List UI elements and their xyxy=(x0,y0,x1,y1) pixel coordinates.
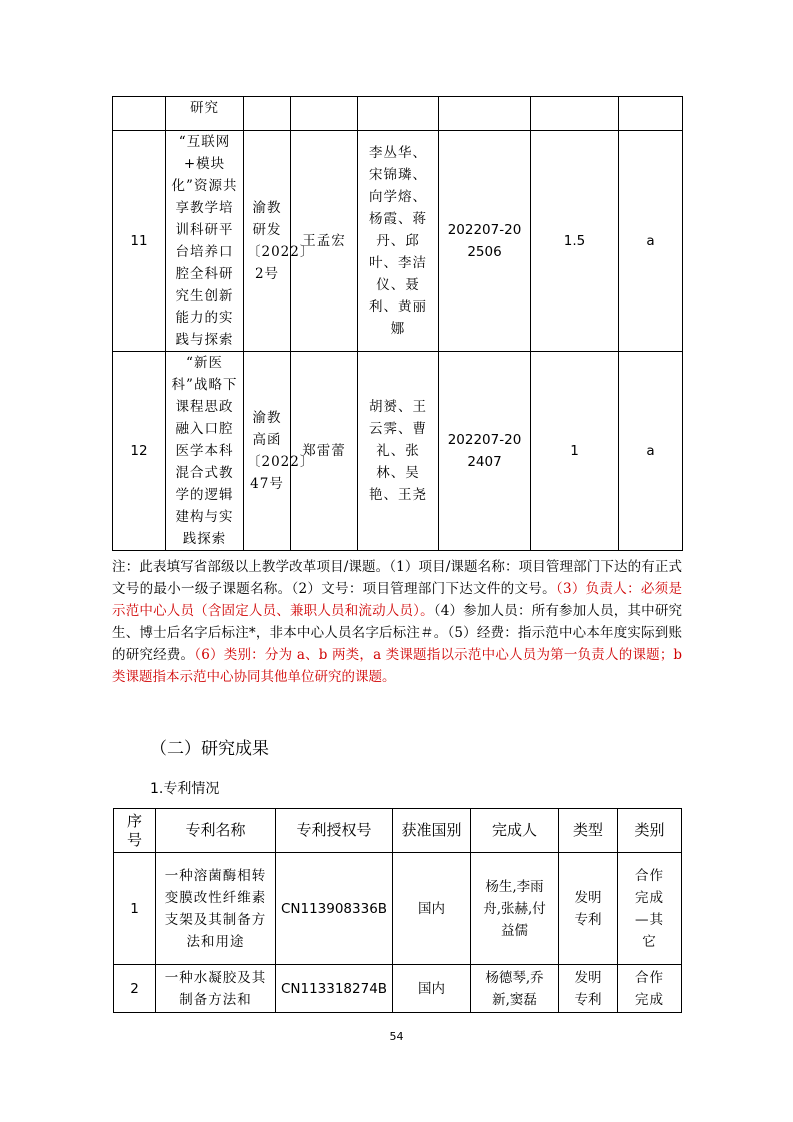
patent-name: 一种水凝胶及其制备方法和 xyxy=(156,965,276,1013)
column-header: 类型 xyxy=(559,809,618,853)
patent-no: 1 xyxy=(114,853,156,965)
teaching-reform-projects-table xyxy=(112,96,683,551)
project-leader: 郑雷蕾 xyxy=(291,352,358,551)
project-category: a xyxy=(619,352,683,551)
patent-type: 发明专利 xyxy=(559,853,618,965)
note-text: 注：此表填写省部级以上教学改革项目/课题。（1）项目/课题名称：项目管理部门下达的有正式文号的最小一级子课题名称。（2）文号：项目管理部门下达文件的文号。 xyxy=(112,559,682,597)
patent-country: 国内 xyxy=(393,965,471,1013)
patent-number: CN113318274B xyxy=(276,965,393,1013)
table-row xyxy=(114,853,682,965)
project-leader: 王孟宏 xyxy=(291,131,358,352)
table-row xyxy=(113,131,683,352)
table-header-row xyxy=(114,809,682,853)
project-funds: 1 xyxy=(531,352,619,551)
patent-no: 2 xyxy=(114,965,156,1013)
patent-inventors: 杨生,李雨舟,张赫,付益儒 xyxy=(471,853,559,965)
project-members: 李丛华、宋锦璘、向学熔、杨霞、蒋丹、邱叶、李洁仪、聂利、黄丽娜 xyxy=(358,131,439,352)
note-text: （4）参加人员：所有参加人员，其中研究生、博士后名字后标注*，非本中心人员名字后标注＃。（5）经费：指示范中心本年度实际到账的研究经费。 xyxy=(112,603,683,663)
project-members xyxy=(358,97,439,131)
project-no xyxy=(113,97,166,131)
project-no: 12 xyxy=(113,352,166,551)
project-name: “互联网+模块化”资源共享教学培训科研平台培养口腔全科研究生创新能力的实践与探索 xyxy=(166,131,244,352)
patent-category: 合作完成—其它 xyxy=(618,853,682,965)
project-members: 胡赟、王云霁、曹礼、张林、吴艳、王尧 xyxy=(358,352,439,551)
project-period xyxy=(439,97,531,131)
patent-country: 国内 xyxy=(393,853,471,965)
note-text-red: （3）负责人：必须是示范中心人员（含固定人员、兼职人员和流动人员）。 xyxy=(112,581,682,619)
note-text-red: （6）类别：分为 a、b 两类，a 类课题指以示范中心人员为第一负责人的课题；b 类课题指本示范中心协同其他单位研究的课题。 xyxy=(112,647,683,685)
section-heading: （二）研究成果 xyxy=(150,739,269,759)
project-period: 202207-202506 xyxy=(439,131,531,352)
project-category: a xyxy=(619,131,683,352)
table-note xyxy=(112,556,682,688)
patent-number: CN113908336B xyxy=(276,853,393,965)
column-header: 专利授权号 xyxy=(276,809,393,853)
column-header: 完成人 xyxy=(471,809,559,853)
patent-name: 一种溶菌酶相转变膜改性纤维素支架及其制备方法和用途 xyxy=(156,853,276,965)
project-doc xyxy=(244,97,291,131)
page-number: 54 xyxy=(389,1030,404,1043)
patent-type: 发明专利 xyxy=(559,965,618,1013)
column-header: 获准国别 xyxy=(393,809,471,853)
column-header: 类别 xyxy=(618,809,682,853)
subsection-heading: 1.专利情况 xyxy=(150,781,220,797)
patent-category: 合作完成 xyxy=(618,965,682,1013)
project-name: “新医科”战略下课程思政融入口腔医学本科混合式教学的逻辑建构与实践探索 xyxy=(166,352,244,551)
project-doc: 渝教研发〔2022〕2号 xyxy=(244,131,291,352)
project-no: 11 xyxy=(113,131,166,352)
table-row xyxy=(113,97,683,131)
project-category xyxy=(619,97,683,131)
project-period: 202207-202407 xyxy=(439,352,531,551)
patents-table xyxy=(113,808,682,1013)
column-header: 专利名称 xyxy=(156,809,276,853)
project-funds xyxy=(531,97,619,131)
table-row xyxy=(113,352,683,551)
project-doc: 渝教高函〔2022〕47号 xyxy=(244,352,291,551)
project-leader xyxy=(291,97,358,131)
project-funds: 1.5 xyxy=(531,131,619,352)
table-row xyxy=(114,965,682,1013)
column-header: 序号 xyxy=(114,809,156,853)
project-name: 研究 xyxy=(166,97,244,131)
patent-inventors: 杨德琴,乔新,窦磊 xyxy=(471,965,559,1013)
